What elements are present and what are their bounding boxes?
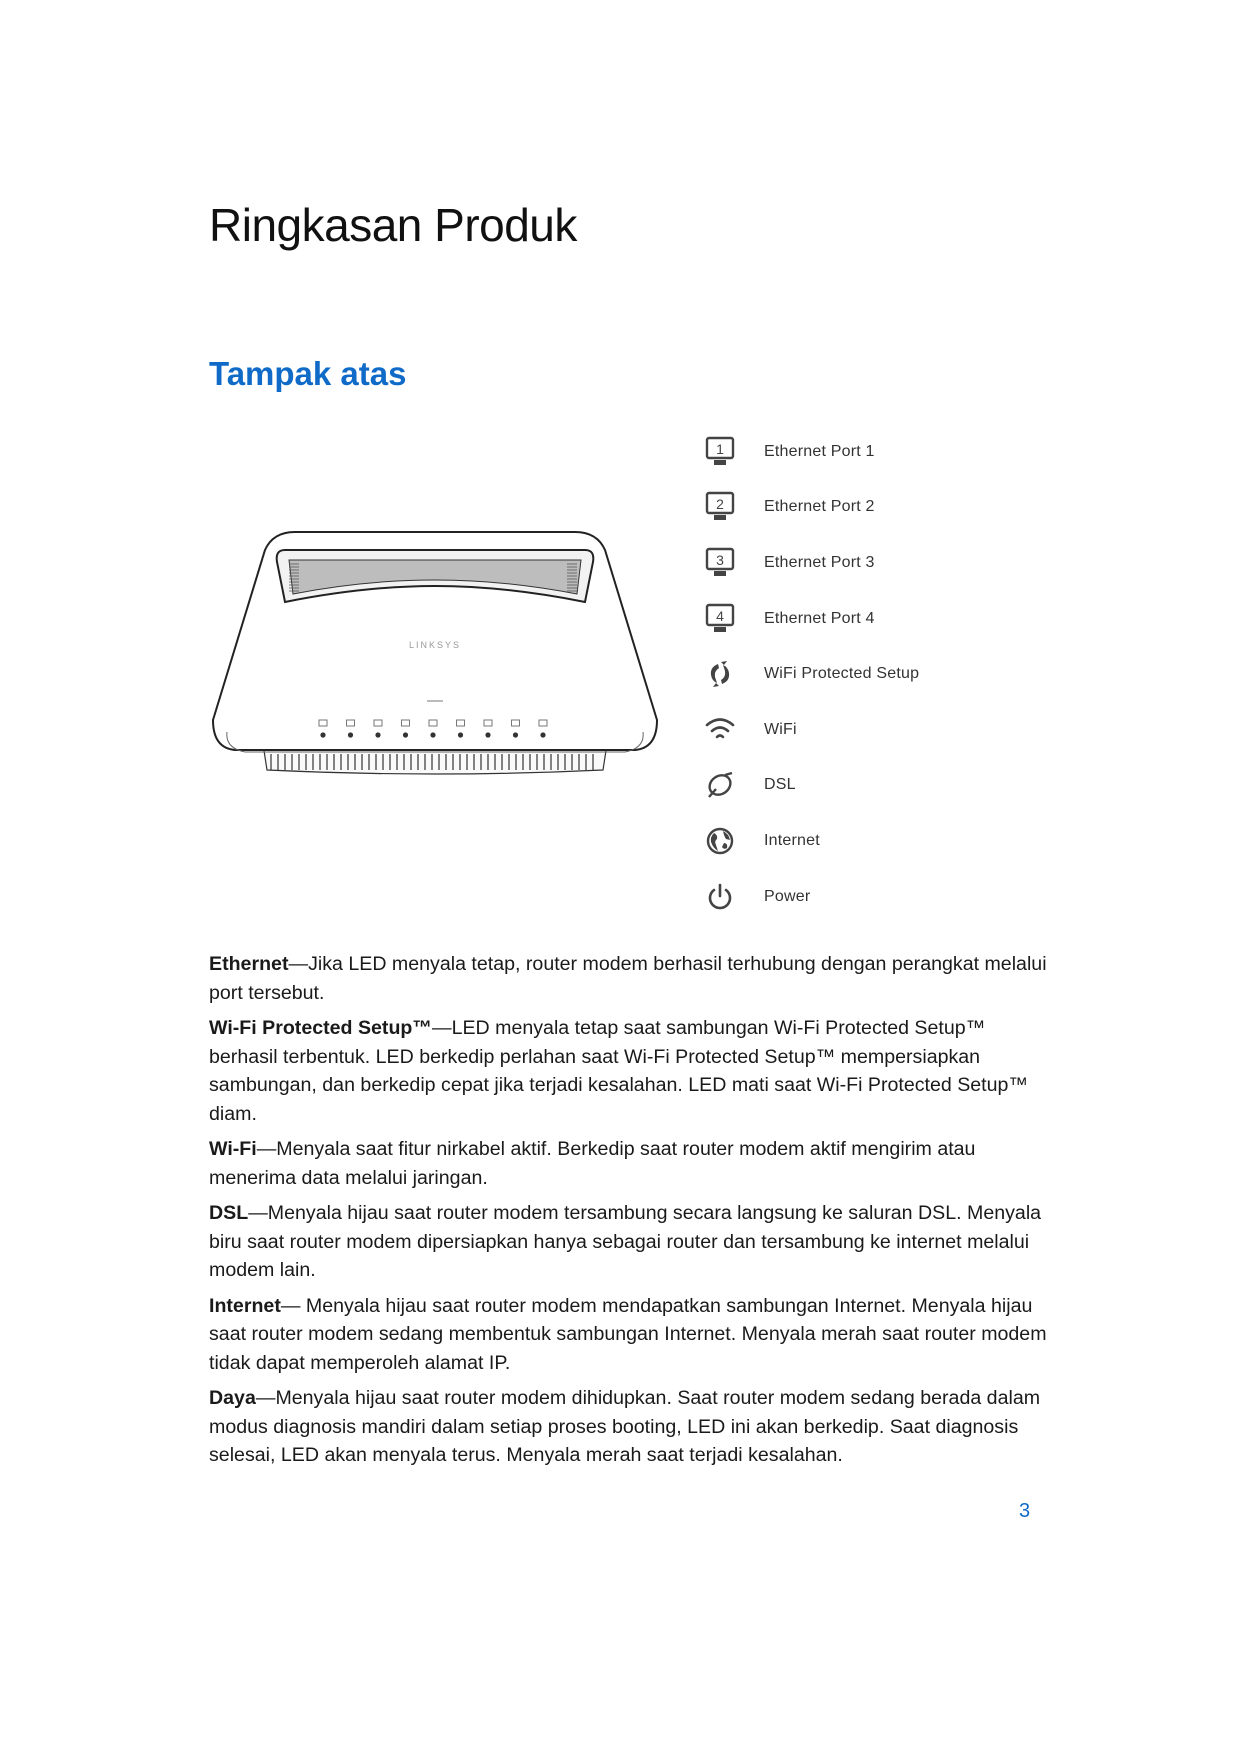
legend-label: Ethernet Port 4 — [764, 609, 875, 627]
legend-label: Ethernet Port 3 — [764, 553, 875, 571]
description-text: — Menyala hijau saat router modem mendapatkan sambungan Internet. Menyala hijau saat router modem sedang membentuk sambungan Internet. Menyala merah saat router modem tidak dapat memperoleh alamat IP. — [209, 1294, 1047, 1374]
description-paragraph — [209, 1292, 1049, 1378]
legend-item — [703, 591, 1003, 647]
description-term: Ethernet — [209, 953, 289, 975]
description-term: DSL — [209, 1202, 249, 1224]
description-paragraph — [209, 950, 1049, 1007]
section-title: Tampak atas — [209, 355, 407, 392]
svg-text:1: 1 — [716, 440, 724, 457]
legend-item — [703, 535, 1003, 591]
legend-item — [703, 869, 1003, 925]
page-number: 3 — [1019, 1500, 1031, 1522]
description-text: —Menyala hijau saat router modem dihidupkan. Saat router modem sedang berada dalam modus diagnosis mandiri dalam setiap proses booting, LED ini akan berkedip. Saat diagnosis selesai, LED akan menyala terus. Menyala merah saat terjadi kesalahan. — [209, 1387, 1041, 1466]
ethernet-port-3-icon — [703, 546, 737, 580]
wps-icon — [703, 657, 737, 691]
ethernet-port-4-icon — [703, 602, 737, 636]
svg-text:4: 4 — [716, 607, 724, 624]
led-descriptions — [209, 950, 1049, 1477]
ethernet-port-1-icon — [703, 435, 737, 469]
legend-label: DSL — [764, 776, 796, 794]
legend-label: Internet — [764, 831, 820, 849]
legend-label: WiFi — [764, 720, 797, 738]
description-term: Wi-Fi — [209, 1138, 257, 1160]
description-paragraph — [209, 1199, 1049, 1285]
ethernet-port-2-icon — [703, 490, 737, 524]
legend-label: WiFi Protected Setup — [764, 665, 920, 683]
internet-globe-icon — [703, 824, 737, 858]
description-term: Daya — [209, 1387, 256, 1409]
page-title: Ringkasan Produk — [209, 199, 577, 251]
description-paragraph — [209, 1135, 1049, 1192]
legend-item — [703, 480, 1003, 536]
description-paragraph — [209, 1014, 1049, 1128]
router-brand-logo: LINKSYS — [408, 640, 462, 650]
legend-label: Ethernet Port 1 — [764, 442, 875, 460]
router-illustration — [205, 520, 665, 790]
legend-item — [703, 702, 1003, 758]
legend-item — [703, 646, 1003, 702]
legend-label: Ethernet Port 2 — [764, 498, 875, 516]
svg-text:2: 2 — [716, 496, 724, 513]
description-text: —Jika LED menyala tetap, router modem berhasil terhubung dengan perangkat melalui port tersebut. — [209, 953, 1047, 1004]
wifi-icon — [703, 713, 737, 747]
description-term: Internet — [209, 1294, 281, 1317]
legend-item — [703, 758, 1003, 814]
svg-text:3: 3 — [716, 551, 724, 568]
legend-label: Power — [764, 887, 811, 905]
description-text: —LED menyala tetap saat sambungan Wi-Fi Protected Setup™ berhasil terbentuk. LED berkedip perlahan saat Wi-Fi Protected Setup™ mempersiapkan sambungan, dan berkedip cepat jika terjadi kesalahan. LED mati saat Wi-Fi Protected Setup™ diam. — [209, 1017, 1029, 1125]
description-term: Wi-Fi Protected Setup™ — [209, 1017, 432, 1039]
power-icon — [703, 880, 737, 914]
legend-item — [703, 813, 1003, 869]
description-paragraph — [209, 1384, 1049, 1470]
legend-item — [703, 424, 1003, 480]
dsl-icon — [703, 768, 737, 802]
description-text: —Menyala hijau saat router modem tersambung secara langsung ke saluran DSL. Menyala biru saat router modem dipersiapkan hanya sebagai router dan tersambung ke internet melalui modem lain. — [209, 1202, 1042, 1281]
led-legend — [703, 424, 1003, 924]
description-text: —Menyala saat fitur nirkabel aktif. Berkedip saat router modem aktif mengirim atau menerima data melalui jaringan. — [209, 1138, 976, 1189]
